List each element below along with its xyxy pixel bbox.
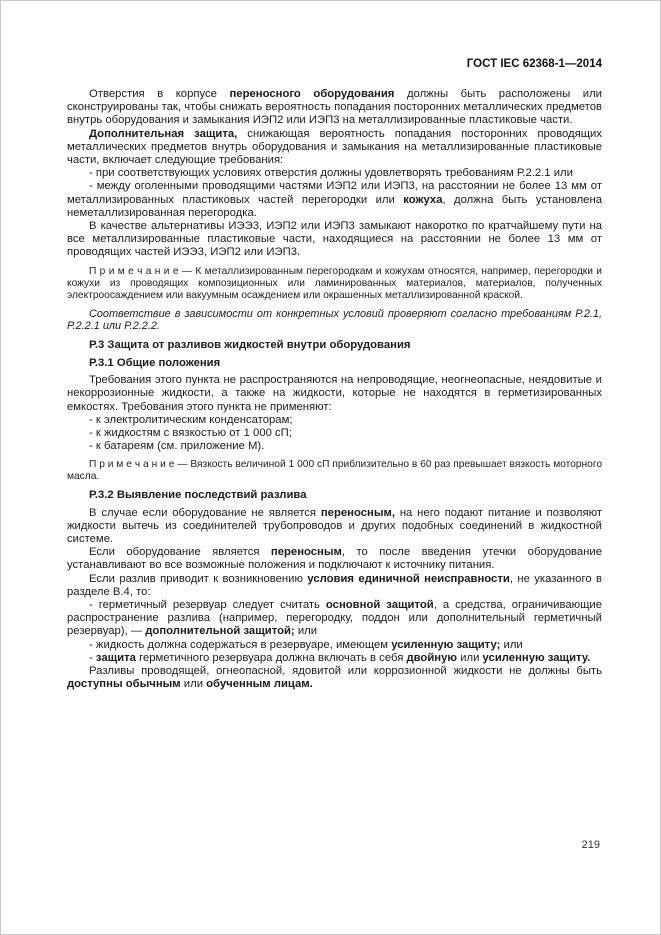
text-run: - к батареям (см. приложение М). [89, 440, 265, 453]
text-run: защита [95, 651, 136, 664]
text-run: - к электролитическим конденсаторам; [89, 413, 293, 426]
text-run: Р.3 Защита от разливов жидкостей внутри оборудования [89, 338, 411, 351]
list-paragraph [67, 180, 602, 220]
text-run: Р.3.2 Выявление последствий разлива [89, 489, 307, 502]
text-run: - к жидкостям с вязкостью от 1 000 сП; [89, 427, 292, 440]
note-paragraph [67, 459, 602, 483]
text-run: , должна быть установлена неметаллизированная перегородка. [67, 193, 602, 219]
text-run: - при соответствующих условиях отверстия должны удовлетворять требованиям Р.2.2.1 или [89, 167, 573, 180]
text-run: герметичного резервуара должна включать в себя [135, 651, 407, 664]
text-run: на него подают питание и позволяют жидкости вытечь из соединителей трубопроводов и других подобных соединений в жидкостной системе. [67, 506, 602, 546]
text-run: усиленную защиту. [482, 651, 591, 664]
text-run: условия единичной неисправности [307, 572, 510, 585]
text-run: доступны обычным [67, 678, 181, 691]
text-run: переносного оборудования [229, 88, 395, 100]
text-run: кожуха [403, 193, 443, 206]
body-paragraph [67, 220, 602, 260]
text-run: , не указанного в разделе В.4, то: [67, 572, 602, 598]
text-run: Дополнительная защита, [89, 127, 238, 140]
text-run: или [500, 638, 523, 651]
text-run: П р и м е ч а н и е — Вязкость величиной 1 000 сП приблизительно в 60 раз превышает вязкость моторного масла. [67, 459, 602, 483]
text-run: В качестве альтернативы ИЭЭ3, ИЭП2 или ИЭП3 замыкают накоротко по кратчайшему пути на все металлизированные пластиковые части, находящиеся на расстоянии не более 13 мм от проводящих частей ИЭЭ3, ИЭП2 или ИЭП3. [67, 220, 602, 259]
text-run: - [89, 651, 96, 664]
text-run: Если оборудование является [89, 546, 271, 559]
text-run: снижающая вероятность попадания посторонних проводящих металлических предметов внутрь оборудования и замыкания на металлизированные пластиковые части, включает следующие требования: [67, 127, 602, 167]
page-content [67, 58, 602, 692]
section-heading [67, 489, 602, 502]
body-paragraph [67, 88, 602, 128]
page-number: 219 [581, 839, 600, 851]
list-paragraph [67, 599, 602, 639]
list-paragraph [67, 652, 602, 665]
text-run: Требования этого пункта не распространяются на непроводящие, неогнеопасные, неядовитые и некоррозионные жидкости, а также на жидкости, которые не находятся в герметизированных емкостях. Требования этого пункта не применяют: [67, 374, 602, 413]
text-run: переносным, [320, 506, 395, 519]
section-heading [67, 339, 602, 352]
text-run: усиленную защиту; [391, 638, 501, 651]
text-run: Если разлив приводит к возникновению [89, 572, 308, 585]
text-run: или [457, 651, 483, 664]
body-paragraph [67, 374, 602, 414]
running-header: ГОСТ IEC 62368-1—2014 [466, 58, 602, 70]
text-run: - между оголенными проводящими частями ИЭП2 или ИЭП3, на расстоянии не более 13 мм от металлизированных пластиковых частей перегородки или [67, 180, 602, 206]
list-paragraph [67, 427, 602, 440]
section-heading [67, 357, 602, 370]
text-run: Соответствие в зависимости от конкретных условий проверяют согласно требованиям Р.2.1, Р.2.2.1 или Р.2.2.2. [67, 307, 602, 333]
text-run: двойную [406, 651, 458, 664]
text-run: должны быть расположены или сконструированы так, чтобы снижать вероятность попадания посторонних металлических предметов внутрь оборудования и замыкания ИЭП2 или ИЭП3 на металлизированные пластиковые части. [67, 88, 602, 127]
text-run: основной защитой [325, 599, 434, 612]
list-paragraph [67, 440, 602, 453]
text-run: - жидкость должна содержаться в резервуаре, имеющем [89, 638, 392, 651]
text-run: или [180, 678, 207, 691]
body-paragraph [67, 546, 602, 572]
text-run: В случае если оборудование не является [89, 506, 321, 519]
text-run: , а средства, ограничивающие распространение разлива (например, перегородку, поддон или дополнительный герметичный резервуар), — [67, 599, 603, 638]
text-run: П р и м е ч а н и е — К металлизированным перегородкам и кожухам относятся, например, перегородки и кожухи из проводящих композиционных или ламинированных материалов, материалов, полученных электроосаждением или вакуумным осаждением или окрашенных металлизированной краской. [67, 265, 602, 301]
list-paragraph [67, 167, 602, 180]
text-run: или [294, 625, 318, 638]
text-run: Отверстия в корпусе [89, 88, 230, 100]
text-run: - герметичный резервуар следует считать [89, 599, 326, 612]
body-paragraph [67, 128, 602, 168]
text-run: переносным [270, 546, 342, 559]
text-run: Разливы проводящей, огнеопасной, ядовитой или коррозионной жидкости не должны быть [89, 665, 602, 678]
list-paragraph [67, 414, 602, 427]
list-paragraph [67, 639, 602, 652]
body-paragraph [67, 507, 602, 547]
body-paragraph [67, 573, 602, 599]
text-run: , то после введения утечки оборудование устанавливают во все возможные положения и подключают к источнику питания. [67, 546, 603, 572]
text-run: Р.3.1 Общие положения [89, 357, 221, 370]
compliance-paragraph [67, 308, 602, 333]
text-run: обученным лицам. [206, 678, 313, 691]
body-paragraph [67, 665, 602, 691]
note-paragraph [67, 266, 602, 302]
text-run: дополнительной защитой; [145, 625, 295, 638]
document-body [67, 88, 602, 692]
